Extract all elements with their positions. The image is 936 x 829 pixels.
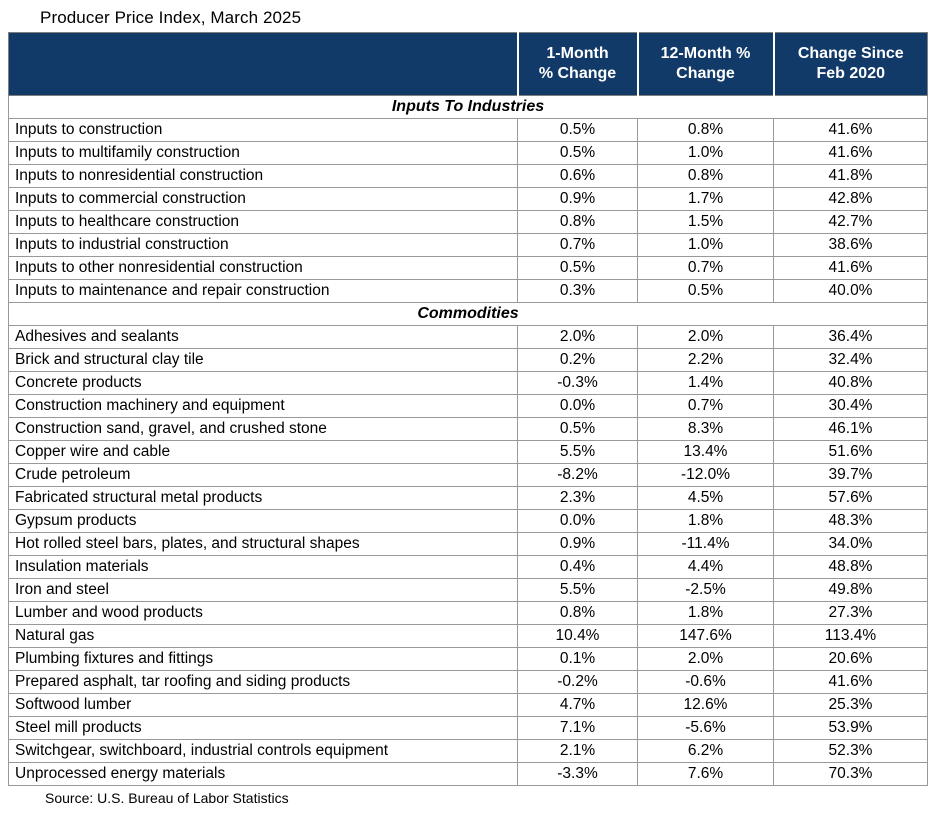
row-value-12-month: -11.4% bbox=[638, 533, 774, 556]
row-value-12-month: 1.0% bbox=[638, 234, 774, 257]
row-value-1-month: 2.0% bbox=[518, 326, 638, 349]
row-value-change-since: 27.3% bbox=[774, 602, 928, 625]
table-row bbox=[9, 165, 928, 188]
row-label: Inputs to maintenance and repair construction bbox=[9, 280, 518, 303]
row-value-1-month: -3.3% bbox=[518, 763, 638, 786]
row-value-1-month: 2.1% bbox=[518, 740, 638, 763]
header-12-month-line1: 12-Month % bbox=[660, 45, 751, 62]
row-value-12-month: -0.6% bbox=[638, 671, 774, 694]
row-value-change-since: 41.6% bbox=[774, 671, 928, 694]
row-value-1-month: 0.7% bbox=[518, 234, 638, 257]
row-label: Inputs to construction bbox=[9, 119, 518, 142]
row-value-change-since: 51.6% bbox=[774, 441, 928, 464]
table-row bbox=[9, 326, 928, 349]
row-value-change-since: 48.8% bbox=[774, 556, 928, 579]
row-label: Iron and steel bbox=[9, 579, 518, 602]
table-row bbox=[9, 579, 928, 602]
row-label: Lumber and wood products bbox=[9, 602, 518, 625]
row-value-change-since: 70.3% bbox=[774, 763, 928, 786]
row-label: Inputs to industrial construction bbox=[9, 234, 518, 257]
header-12-month bbox=[638, 33, 774, 96]
row-value-12-month: 1.4% bbox=[638, 372, 774, 395]
row-value-1-month: 0.5% bbox=[518, 119, 638, 142]
row-value-1-month: 7.1% bbox=[518, 717, 638, 740]
table-row bbox=[9, 441, 928, 464]
table-row bbox=[9, 395, 928, 418]
row-label: Plumbing fixtures and fittings bbox=[9, 648, 518, 671]
row-label: Inputs to other nonresidential construction bbox=[9, 257, 518, 280]
section-label: Inputs To Industries bbox=[9, 96, 928, 119]
row-value-1-month: -0.3% bbox=[518, 372, 638, 395]
row-label: Hot rolled steel bars, plates, and structural shapes bbox=[9, 533, 518, 556]
row-label: Concrete products bbox=[9, 372, 518, 395]
row-value-1-month: 5.5% bbox=[518, 441, 638, 464]
table-row bbox=[9, 740, 928, 763]
table-row bbox=[9, 464, 928, 487]
row-label: Inputs to commercial construction bbox=[9, 188, 518, 211]
header-change-since-line1: Change Since bbox=[797, 45, 904, 62]
row-value-change-since: 30.4% bbox=[774, 395, 928, 418]
row-label: Unprocessed energy materials bbox=[9, 763, 518, 786]
row-value-1-month: 0.5% bbox=[518, 257, 638, 280]
header-12-month-line2: Change bbox=[676, 65, 735, 82]
row-value-change-since: 52.3% bbox=[774, 740, 928, 763]
table-header bbox=[9, 33, 928, 96]
row-value-change-since: 20.6% bbox=[774, 648, 928, 671]
row-value-change-since: 42.7% bbox=[774, 211, 928, 234]
row-value-change-since: 48.3% bbox=[774, 510, 928, 533]
row-value-12-month: 2.0% bbox=[638, 648, 774, 671]
row-label: Inputs to nonresidential construction bbox=[9, 165, 518, 188]
row-value-change-since: 38.6% bbox=[774, 234, 928, 257]
table-row bbox=[9, 625, 928, 648]
table-row bbox=[9, 349, 928, 372]
row-value-change-since: 41.8% bbox=[774, 165, 928, 188]
row-value-change-since: 25.3% bbox=[774, 694, 928, 717]
header-1-month-line1: 1-Month bbox=[546, 45, 609, 62]
row-value-1-month: 0.4% bbox=[518, 556, 638, 579]
row-value-change-since: 46.1% bbox=[774, 418, 928, 441]
row-value-change-since: 41.6% bbox=[774, 257, 928, 280]
table-row bbox=[9, 671, 928, 694]
row-label: Inputs to healthcare construction bbox=[9, 211, 518, 234]
row-value-1-month: 0.0% bbox=[518, 510, 638, 533]
table-row bbox=[9, 510, 928, 533]
row-value-12-month: 0.5% bbox=[638, 280, 774, 303]
section-row bbox=[9, 303, 928, 326]
row-value-12-month: 0.7% bbox=[638, 257, 774, 280]
table-row bbox=[9, 602, 928, 625]
row-label: Construction machinery and equipment bbox=[9, 395, 518, 418]
table-row bbox=[9, 418, 928, 441]
row-value-12-month: 4.5% bbox=[638, 487, 774, 510]
row-label: Softwood lumber bbox=[9, 694, 518, 717]
row-label: Crude petroleum bbox=[9, 464, 518, 487]
table-row bbox=[9, 694, 928, 717]
table-row bbox=[9, 487, 928, 510]
row-value-12-month: 0.8% bbox=[638, 165, 774, 188]
row-label: Adhesives and sealants bbox=[9, 326, 518, 349]
row-value-1-month: 2.3% bbox=[518, 487, 638, 510]
row-value-change-since: 49.8% bbox=[774, 579, 928, 602]
section-label: Commodities bbox=[9, 303, 928, 326]
row-value-12-month: -2.5% bbox=[638, 579, 774, 602]
row-value-12-month: 7.6% bbox=[638, 763, 774, 786]
row-value-change-since: 41.6% bbox=[774, 119, 928, 142]
header-1-month bbox=[518, 33, 638, 96]
row-label: Fabricated structural metal products bbox=[9, 487, 518, 510]
row-value-1-month: 0.6% bbox=[518, 165, 638, 188]
ppi-table bbox=[8, 32, 928, 786]
row-value-12-month: 1.7% bbox=[638, 188, 774, 211]
row-label: Construction sand, gravel, and crushed stone bbox=[9, 418, 518, 441]
row-label: Inputs to multifamily construction bbox=[9, 142, 518, 165]
row-label: Steel mill products bbox=[9, 717, 518, 740]
row-value-12-month: 2.0% bbox=[638, 326, 774, 349]
row-value-12-month: -5.6% bbox=[638, 717, 774, 740]
row-value-change-since: 36.4% bbox=[774, 326, 928, 349]
row-value-12-month: -12.0% bbox=[638, 464, 774, 487]
row-value-change-since: 42.8% bbox=[774, 188, 928, 211]
row-value-12-month: 1.0% bbox=[638, 142, 774, 165]
table-row bbox=[9, 142, 928, 165]
row-value-1-month: 0.8% bbox=[518, 211, 638, 234]
table-row bbox=[9, 188, 928, 211]
page-title: Producer Price Index, March 2025 bbox=[40, 8, 302, 27]
row-value-12-month: 8.3% bbox=[638, 418, 774, 441]
row-value-change-since: 57.6% bbox=[774, 487, 928, 510]
row-value-12-month: 1.5% bbox=[638, 211, 774, 234]
row-value-1-month: 0.2% bbox=[518, 349, 638, 372]
row-value-1-month: 5.5% bbox=[518, 579, 638, 602]
row-value-change-since: 32.4% bbox=[774, 349, 928, 372]
table-row bbox=[9, 234, 928, 257]
row-label: Brick and structural clay tile bbox=[9, 349, 518, 372]
row-label: Natural gas bbox=[9, 625, 518, 648]
header-1-month-line2: % Change bbox=[538, 65, 617, 82]
row-value-1-month: -0.2% bbox=[518, 671, 638, 694]
row-label: Prepared asphalt, tar roofing and siding products bbox=[9, 671, 518, 694]
row-value-12-month: 0.7% bbox=[638, 395, 774, 418]
row-value-change-since: 40.0% bbox=[774, 280, 928, 303]
row-value-1-month: 0.9% bbox=[518, 188, 638, 211]
table-row bbox=[9, 119, 928, 142]
table-row bbox=[9, 717, 928, 740]
table-row bbox=[9, 763, 928, 786]
row-value-1-month: 4.7% bbox=[518, 694, 638, 717]
table-row bbox=[9, 648, 928, 671]
row-value-1-month: 0.0% bbox=[518, 395, 638, 418]
table-row bbox=[9, 211, 928, 234]
table-row bbox=[9, 280, 928, 303]
section-row bbox=[9, 96, 928, 119]
row-value-1-month: 0.9% bbox=[518, 533, 638, 556]
table-row bbox=[9, 533, 928, 556]
source-note: Source: U.S. Bureau of Labor Statistics bbox=[45, 790, 289, 806]
header-change-since bbox=[774, 33, 928, 96]
row-value-12-month: 2.2% bbox=[638, 349, 774, 372]
row-value-change-since: 41.6% bbox=[774, 142, 928, 165]
row-label: Insulation materials bbox=[9, 556, 518, 579]
row-value-1-month: 0.5% bbox=[518, 418, 638, 441]
row-value-1-month: 0.3% bbox=[518, 280, 638, 303]
table-row bbox=[9, 556, 928, 579]
row-value-1-month: 0.5% bbox=[518, 142, 638, 165]
table-row bbox=[9, 257, 928, 280]
row-value-12-month: 6.2% bbox=[638, 740, 774, 763]
row-value-12-month: 0.8% bbox=[638, 119, 774, 142]
row-label: Copper wire and cable bbox=[9, 441, 518, 464]
row-label: Gypsum products bbox=[9, 510, 518, 533]
row-value-change-since: 113.4% bbox=[774, 625, 928, 648]
table-body bbox=[9, 96, 928, 786]
row-value-1-month: 10.4% bbox=[518, 625, 638, 648]
table-row bbox=[9, 372, 928, 395]
row-value-12-month: 4.4% bbox=[638, 556, 774, 579]
row-value-1-month: 0.1% bbox=[518, 648, 638, 671]
row-value-12-month: 13.4% bbox=[638, 441, 774, 464]
row-value-12-month: 147.6% bbox=[638, 625, 774, 648]
row-label: Switchgear, switchboard, industrial controls equipment bbox=[9, 740, 518, 763]
row-value-change-since: 40.8% bbox=[774, 372, 928, 395]
row-value-12-month: 12.6% bbox=[638, 694, 774, 717]
row-value-change-since: 39.7% bbox=[774, 464, 928, 487]
row-value-12-month: 1.8% bbox=[638, 510, 774, 533]
row-value-change-since: 34.0% bbox=[774, 533, 928, 556]
header-item-column bbox=[9, 33, 518, 96]
row-value-change-since: 53.9% bbox=[774, 717, 928, 740]
header-change-since-line2: Feb 2020 bbox=[816, 65, 885, 82]
row-value-12-month: 1.8% bbox=[638, 602, 774, 625]
row-value-1-month: -8.2% bbox=[518, 464, 638, 487]
row-value-1-month: 0.8% bbox=[518, 602, 638, 625]
